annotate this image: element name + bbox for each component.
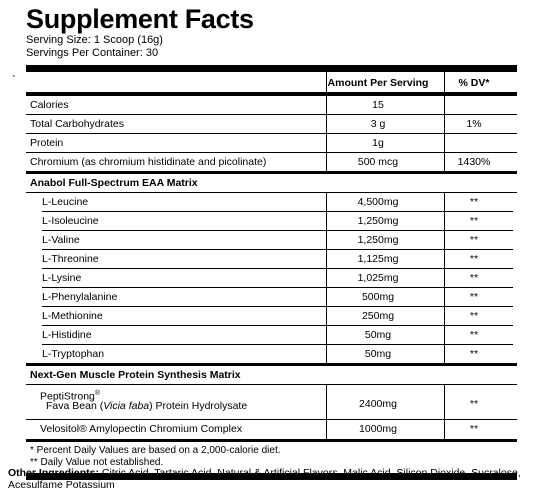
eaa-rows	[26, 193, 517, 363]
ingredient-dv: **	[469, 310, 479, 322]
ingredient-name: L-Methionine	[42, 310, 103, 322]
ingredient-name: Calories	[30, 99, 69, 111]
ingredient-name: L-Valine	[42, 234, 80, 246]
column-divider	[444, 193, 445, 212]
ingredient-dv: **	[469, 348, 479, 360]
eaa-ingredient-row	[26, 193, 517, 211]
eaa-ingredient-row	[26, 269, 517, 287]
column-divider	[326, 231, 327, 250]
peptistrong-row	[26, 385, 517, 420]
column-divider	[444, 269, 445, 288]
footnote-not-established: ** Daily Value not established.	[30, 457, 164, 468]
ingredient-name: Chromium (as chromium histidinate and picolinate)	[30, 156, 267, 168]
column-divider	[444, 72, 445, 93]
section-title-mps: Next-Gen Muscle Protein Synthesis Matrix	[26, 366, 517, 385]
column-divider	[326, 385, 327, 420]
ingredient-dv: **	[469, 272, 479, 284]
column-divider	[326, 326, 327, 345]
serving-size: Serving Size: 1 Scoop (16g)	[26, 34, 163, 46]
footnote-dv: * Percent Daily Values are based on a 2,000-calorie diet.	[30, 445, 281, 456]
ingredient-dv: 1%	[466, 118, 482, 130]
ingredient-amount: 50mg	[364, 329, 392, 341]
column-divider	[326, 115, 327, 134]
eaa-ingredient-row	[26, 250, 517, 268]
amount-header: Amount Per Serving	[327, 77, 429, 89]
ingredient-dv: **	[469, 291, 479, 303]
column-header-row	[26, 72, 517, 93]
other-ingredients	[8, 467, 528, 491]
nutrient-row	[26, 134, 517, 153]
ingredient-name: L-Histidine	[42, 329, 92, 341]
eaa-ingredient-row	[26, 231, 517, 249]
other-ingredients-list: Citric Acid, Tartaric Acid, Natural & Artificial Flavors, Malic Acid, Silicon Dioxide, Sucralose, Acesulfame Potassium	[8, 467, 521, 491]
ingredient-dv: 1430%	[457, 156, 491, 168]
column-divider	[444, 134, 445, 153]
column-divider	[444, 153, 445, 172]
peptistrong-amount: 2400mg	[359, 398, 397, 410]
column-divider	[444, 115, 445, 134]
ingredient-name: L-Lysine	[42, 272, 82, 284]
ingredient-dv: **	[469, 234, 479, 246]
column-divider	[326, 193, 327, 212]
ingredient-name: L-Leucine	[42, 196, 89, 208]
eaa-ingredient-row	[26, 345, 517, 363]
ingredient-amount: 500 mcg	[357, 156, 399, 168]
ingredient-dv: **	[469, 329, 479, 341]
column-divider	[444, 288, 445, 307]
column-divider	[326, 288, 327, 307]
ingredient-amount: 1,125mg	[357, 253, 399, 265]
column-divider	[326, 307, 327, 326]
peptistrong-dv: **	[469, 398, 479, 410]
ingredient-amount: 1g	[372, 137, 384, 149]
ingredient-dv: **	[469, 253, 479, 265]
eaa-ingredient-row	[26, 326, 517, 344]
ingredient-dv: **	[469, 196, 479, 208]
peptistrong-brand: PeptiStrong®	[40, 390, 101, 403]
column-divider	[444, 231, 445, 250]
ingredient-amount: 1,250mg	[357, 234, 399, 246]
ingredient-amount: 1,250mg	[357, 215, 399, 227]
velositol-row	[26, 420, 517, 439]
ingredient-name: L-Tryptophan	[42, 348, 105, 360]
column-divider	[444, 420, 445, 440]
column-divider	[326, 153, 327, 172]
panel-title: Supplement Facts	[26, 4, 254, 34]
basic-nutrient-rows	[26, 96, 517, 171]
column-divider	[444, 345, 445, 364]
supplement-facts-panel	[26, 4, 517, 480]
nutrient-row	[26, 96, 517, 115]
nutrient-row	[26, 153, 517, 171]
column-divider	[444, 326, 445, 345]
peptistrong-description: Fava Bean (Vicia faba) Protein Hydrolysate	[46, 400, 248, 412]
ingredient-amount: 1,025mg	[357, 272, 399, 284]
other-ingredients-label: Other Ingredients:	[8, 467, 100, 479]
column-divider	[326, 420, 327, 440]
column-divider	[444, 307, 445, 326]
eaa-ingredient-row	[26, 307, 517, 325]
ingredient-amount: 500mg	[361, 291, 395, 303]
ingredient-amount: 4,500mg	[357, 196, 399, 208]
column-divider	[444, 212, 445, 231]
column-divider	[326, 72, 327, 93]
ingredient-dv: **	[469, 215, 479, 227]
dv-header: % DV*	[458, 77, 490, 89]
velositol-amount: 1000mg	[359, 423, 397, 435]
ingredient-name: L-Isoleucine	[42, 215, 99, 227]
ingredient-name: Protein	[30, 137, 64, 149]
ingredient-name: L-Phenylalanine	[42, 291, 118, 303]
thick-divider	[26, 65, 517, 72]
velositol-name: Velositol® Amylopectin Chromium Complex	[40, 423, 243, 435]
column-divider	[444, 250, 445, 269]
column-divider	[326, 250, 327, 269]
column-divider	[326, 96, 327, 115]
eaa-ingredient-row	[26, 288, 517, 306]
ingredient-amount: 50mg	[364, 348, 392, 360]
nutrient-row	[26, 115, 517, 134]
column-divider	[444, 96, 445, 115]
ingredient-name: L-Threonine	[42, 253, 99, 265]
column-divider	[326, 212, 327, 231]
section-title-eaa: Anabol Full-Spectrum EAA Matrix	[26, 174, 517, 193]
stray-mark: `	[12, 73, 16, 87]
column-divider	[326, 345, 327, 364]
ingredient-name: Total Carbohydrates	[30, 118, 124, 130]
column-divider	[444, 385, 445, 420]
ingredient-amount: 3 g	[370, 118, 386, 130]
servings-per-container: Servings Per Container: 30	[26, 47, 159, 59]
ingredient-amount: 250mg	[361, 310, 395, 322]
column-divider	[326, 134, 327, 153]
eaa-ingredient-row	[26, 212, 517, 230]
ingredient-amount: 15	[372, 99, 384, 111]
column-divider	[326, 269, 327, 288]
velositol-dv: **	[469, 423, 479, 435]
